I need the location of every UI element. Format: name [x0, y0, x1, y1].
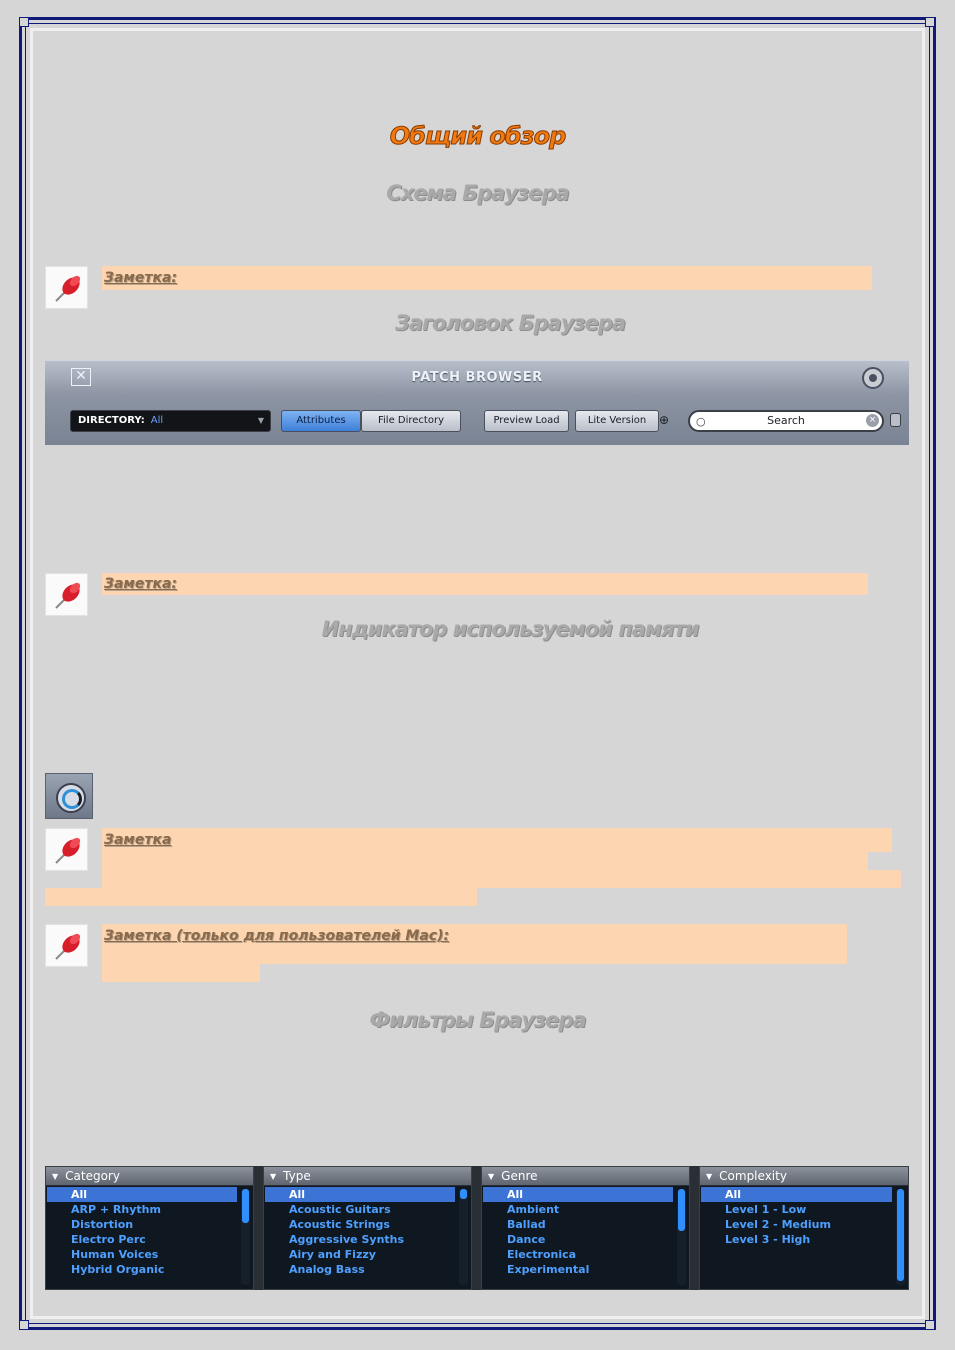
note-label: Заметка (только для пользователей Mac):	[104, 928, 450, 944]
filter-item[interactable]: Ballad	[507, 1218, 546, 1231]
filter-header[interactable]	[482, 1167, 689, 1186]
heading-browser-header: Заголовок Браузера	[394, 311, 626, 335]
scrollbar-thumb[interactable]	[678, 1189, 685, 1231]
pushpin-icon	[45, 924, 88, 967]
directory-select[interactable]	[70, 410, 271, 432]
note-highlight	[102, 964, 260, 982]
search-icon: ○	[696, 415, 706, 428]
tab-attributes[interactable]: Attributes	[281, 410, 361, 432]
filter-type	[263, 1166, 472, 1290]
preview-load-button[interactable]: Preview Load	[484, 410, 569, 432]
filter-item[interactable]: Analog Bass	[289, 1263, 365, 1276]
page-border-light	[30, 28, 925, 1319]
patch-browser-header	[45, 360, 909, 445]
browser-filters-panel	[45, 1166, 909, 1290]
filter-title: Type	[283, 1169, 311, 1183]
filter-category	[45, 1166, 254, 1290]
pushpin-icon	[45, 573, 88, 616]
corner-ornament	[19, 1320, 29, 1330]
lock-icon[interactable]	[890, 413, 901, 427]
note-highlight	[45, 888, 477, 906]
scrollbar[interactable]	[241, 1189, 250, 1285]
filter-title: Complexity	[719, 1169, 787, 1183]
filter-item[interactable]: All	[483, 1187, 673, 1202]
filter-genre	[481, 1166, 690, 1290]
heading-browser-filters: Фильтры Браузера	[369, 1008, 586, 1032]
filter-item[interactable]: Level 3 - High	[725, 1233, 811, 1246]
filter-item[interactable]: Electronica	[507, 1248, 577, 1261]
filter-item[interactable]: Aggressive Synths	[289, 1233, 405, 1246]
patch-browser-title: PATCH BROWSER	[411, 370, 543, 385]
chevron-down-icon: ▼	[52, 1172, 59, 1181]
page-title: Общий обзор	[389, 122, 566, 150]
filter-header[interactable]	[700, 1167, 908, 1186]
clear-icon[interactable]: ×	[866, 414, 879, 427]
filter-item[interactable]: Level 1 - Low	[725, 1203, 807, 1216]
scrollbar-thumb[interactable]	[242, 1189, 249, 1223]
filter-header[interactable]	[46, 1167, 253, 1186]
scrollbar-thumb[interactable]	[897, 1189, 904, 1281]
close-icon[interactable]: ✕	[71, 368, 91, 386]
filter-header[interactable]	[264, 1167, 471, 1186]
filter-item[interactable]: Ambient	[507, 1203, 560, 1216]
memory-meter-icon	[45, 773, 93, 819]
scrollbar[interactable]	[459, 1189, 468, 1285]
note-highlight	[102, 828, 892, 852]
chevron-down-icon: ▼	[270, 1172, 277, 1181]
chevron-down-icon: ▼	[488, 1172, 495, 1181]
filter-item[interactable]: All	[265, 1187, 455, 1202]
lite-version-button[interactable]: Lite Version	[575, 410, 659, 432]
filter-title: Category	[65, 1169, 120, 1183]
filter-item[interactable]: Level 2 - Medium	[725, 1218, 831, 1231]
scrollbar[interactable]	[677, 1189, 686, 1285]
note-highlight	[102, 266, 872, 290]
filter-item[interactable]: Experimental	[507, 1263, 590, 1276]
filter-item[interactable]: All	[47, 1187, 237, 1202]
filter-item[interactable]: Acoustic Strings	[289, 1218, 390, 1231]
directory-value: All	[150, 415, 164, 426]
corner-ornament	[19, 17, 29, 27]
heading-browser-scheme: Схема Браузера	[386, 181, 569, 205]
note-label: Заметка:	[104, 270, 177, 286]
filter-item[interactable]: Hybrid Organic	[71, 1263, 165, 1276]
filter-item[interactable]: Airy and Fizzy	[289, 1248, 376, 1261]
filter-item[interactable]: All	[701, 1187, 892, 1202]
note-highlight	[102, 573, 868, 595]
filter-item[interactable]: Dance	[507, 1233, 546, 1246]
chevron-down-icon: ▼	[706, 1172, 713, 1181]
filter-item[interactable]: Electro Perc	[71, 1233, 146, 1246]
corner-ornament	[925, 17, 935, 27]
heading-memory-indicator: Индикатор используемой памяти	[321, 617, 699, 641]
scrollbar[interactable]	[896, 1189, 905, 1285]
tab-file-directory[interactable]: File Directory	[361, 410, 461, 432]
filter-title: Genre	[501, 1169, 538, 1183]
filter-item[interactable]: Acoustic Guitars	[289, 1203, 391, 1216]
search-placeholder: Search	[767, 414, 805, 427]
filter-complexity	[699, 1166, 909, 1290]
pushpin-icon	[45, 266, 88, 309]
directory-label: DIRECTORY:	[78, 415, 145, 426]
filter-item[interactable]: ARP + Rhythm	[71, 1203, 161, 1216]
scrollbar-thumb[interactable]	[460, 1189, 467, 1199]
memory-meter-icon	[862, 367, 884, 389]
note-highlight	[102, 852, 868, 870]
filter-item[interactable]: Distortion	[71, 1218, 134, 1231]
zoom-icon[interactable]: ⊕	[659, 413, 670, 427]
note-label: Заметка:	[104, 576, 177, 592]
note-label: Заметка	[104, 832, 172, 848]
filter-item[interactable]: Human Voices	[71, 1248, 159, 1261]
search-input[interactable]	[688, 410, 884, 432]
chevron-down-icon: ▼	[257, 416, 264, 425]
corner-ornament	[925, 1320, 935, 1330]
note-highlight	[102, 870, 901, 888]
pushpin-icon	[45, 828, 88, 871]
